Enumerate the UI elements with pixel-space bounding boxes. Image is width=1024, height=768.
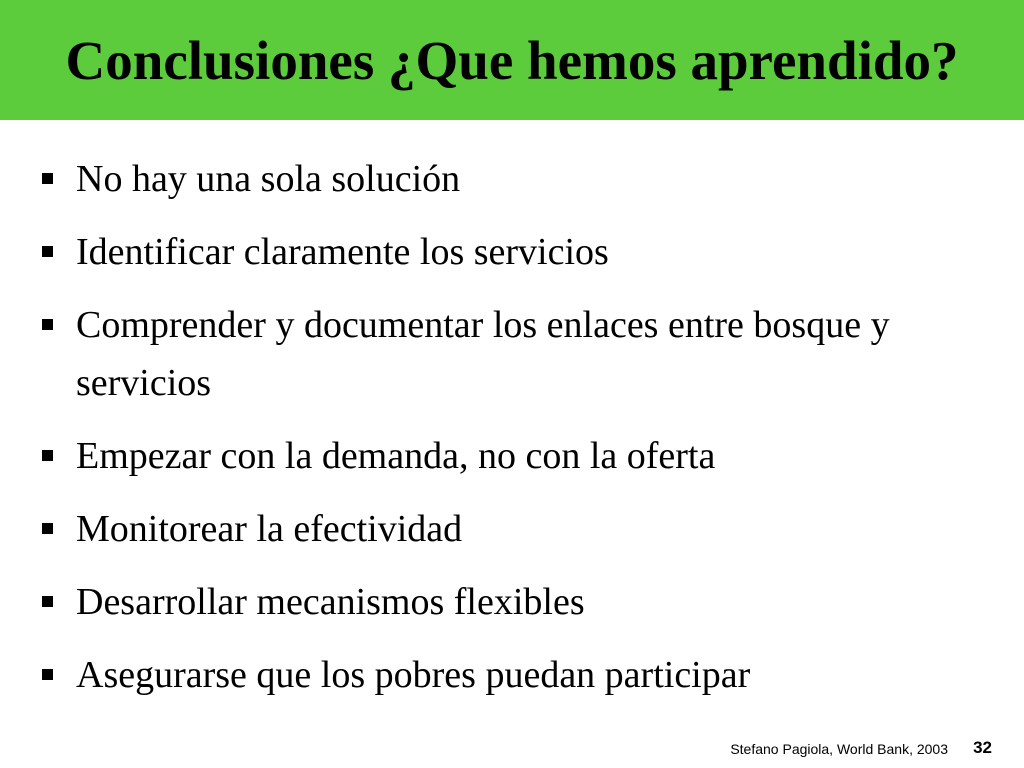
square-bullet-icon — [42, 596, 53, 607]
list-item — [38, 500, 998, 558]
bullet-text: Desarrollar mecanismos flexibles — [76, 581, 585, 623]
slide-title: Conclusiones ¿Que hemos aprendido? — [65, 30, 959, 91]
page-number: 32 — [973, 738, 992, 757]
bullet-text: Asegurarse que los pobres puedan participar — [76, 654, 751, 696]
square-bullet-icon — [42, 523, 53, 534]
bullet-text: Comprender y documentar los enlaces entre bosque y servicios — [76, 304, 890, 404]
list-item — [38, 150, 998, 208]
square-bullet-icon — [42, 246, 53, 257]
square-bullet-icon — [42, 173, 53, 184]
bullet-text: Monitorear la efectividad — [76, 508, 463, 550]
bullet-text: No hay una sola solución — [76, 158, 461, 200]
list-item — [38, 573, 998, 631]
bullet-text: Identificar claramente los servicios — [76, 231, 609, 273]
list-item — [38, 646, 998, 704]
footer-credit: Stefano Pagiola, World Bank, 2003 — [730, 741, 948, 757]
list-item — [38, 223, 998, 281]
square-bullet-icon — [42, 450, 53, 461]
square-bullet-icon — [42, 319, 53, 330]
bullet-list — [38, 150, 998, 719]
bullet-text: Empezar con la demanda, no con la oferta — [76, 435, 716, 477]
list-item — [38, 427, 998, 485]
list-item — [38, 296, 998, 412]
square-bullet-icon — [42, 669, 53, 680]
